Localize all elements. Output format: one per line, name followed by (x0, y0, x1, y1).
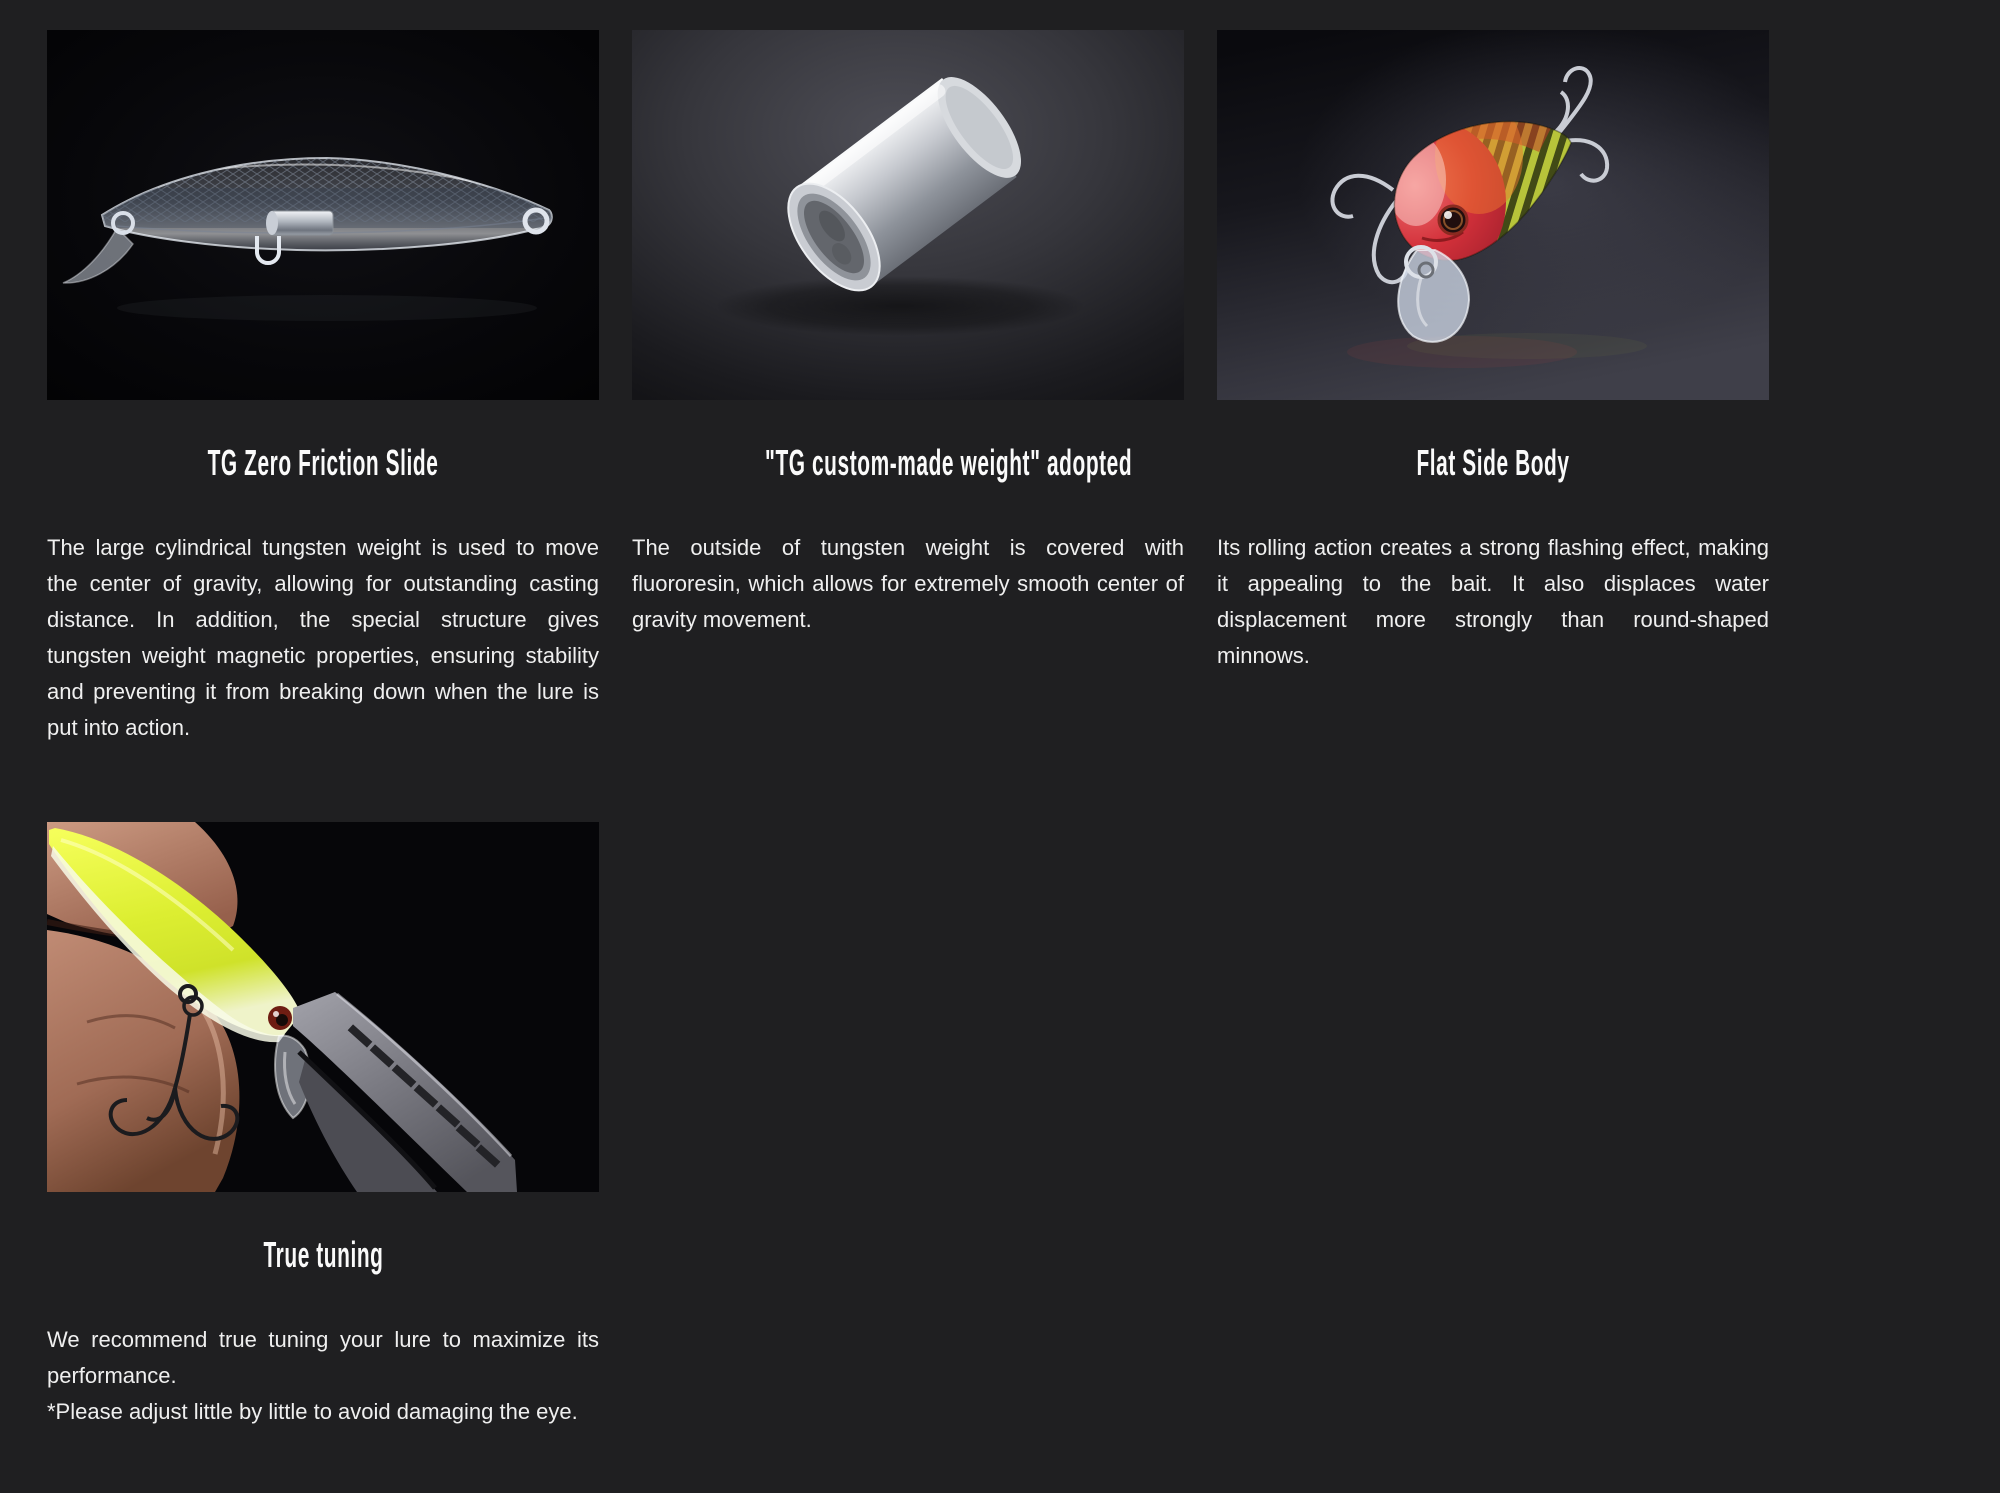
feature-description: Its rolling action creates a strong flashing effect, making it appealing to the bait. It also displaces water displacement more strongly than round-shaped minnows. (1217, 535, 1769, 668)
feature-card-tg-zero-friction-slide (47, 30, 599, 746)
feature-card-flat-side-body (1217, 30, 1769, 674)
feature-title (47, 444, 599, 482)
feature-title (1217, 444, 1769, 482)
feature-card-tg-custom-made-weight (632, 30, 1184, 638)
feature-card-true-tuning (47, 822, 599, 1430)
feature-grid (47, 30, 1769, 1430)
flat-side-minnow-lure-photo (1217, 30, 1769, 400)
feature-description: We recommend true tuning your lure to maximize its performance. (47, 1327, 599, 1388)
tungsten-weight-cylinder-photo (632, 30, 1184, 400)
feature-title-text: TG Zero Friction Slide (207, 442, 439, 483)
transparent-minnow-lure-photo (47, 30, 599, 400)
feature-title-text: True tuning (262, 1234, 384, 1275)
feature-title-text: "TG custom-made weight" adopted (764, 442, 1133, 483)
feature-caution-note: *Please adjust little by little to avoid damaging the eye. (47, 1399, 578, 1424)
feature-description: The large cylindrical tungsten weight is used to move the center of gravity, allowing for outstanding casting distance. In addition, the special structure gives tungsten weight magnetic properties, ensuring stability and preventing it from breaking down when the lure is put into action. (47, 535, 599, 740)
feature-title (632, 444, 1184, 482)
feature-description: The outside of tungsten weight is covered with fluororesin, which allows for extremely smooth center of gravity movement. (632, 535, 1184, 632)
feature-title (47, 1236, 599, 1274)
true-tuning-with-pliers-photo (47, 822, 599, 1192)
feature-title-text: Flat Side Body (1416, 442, 1570, 483)
